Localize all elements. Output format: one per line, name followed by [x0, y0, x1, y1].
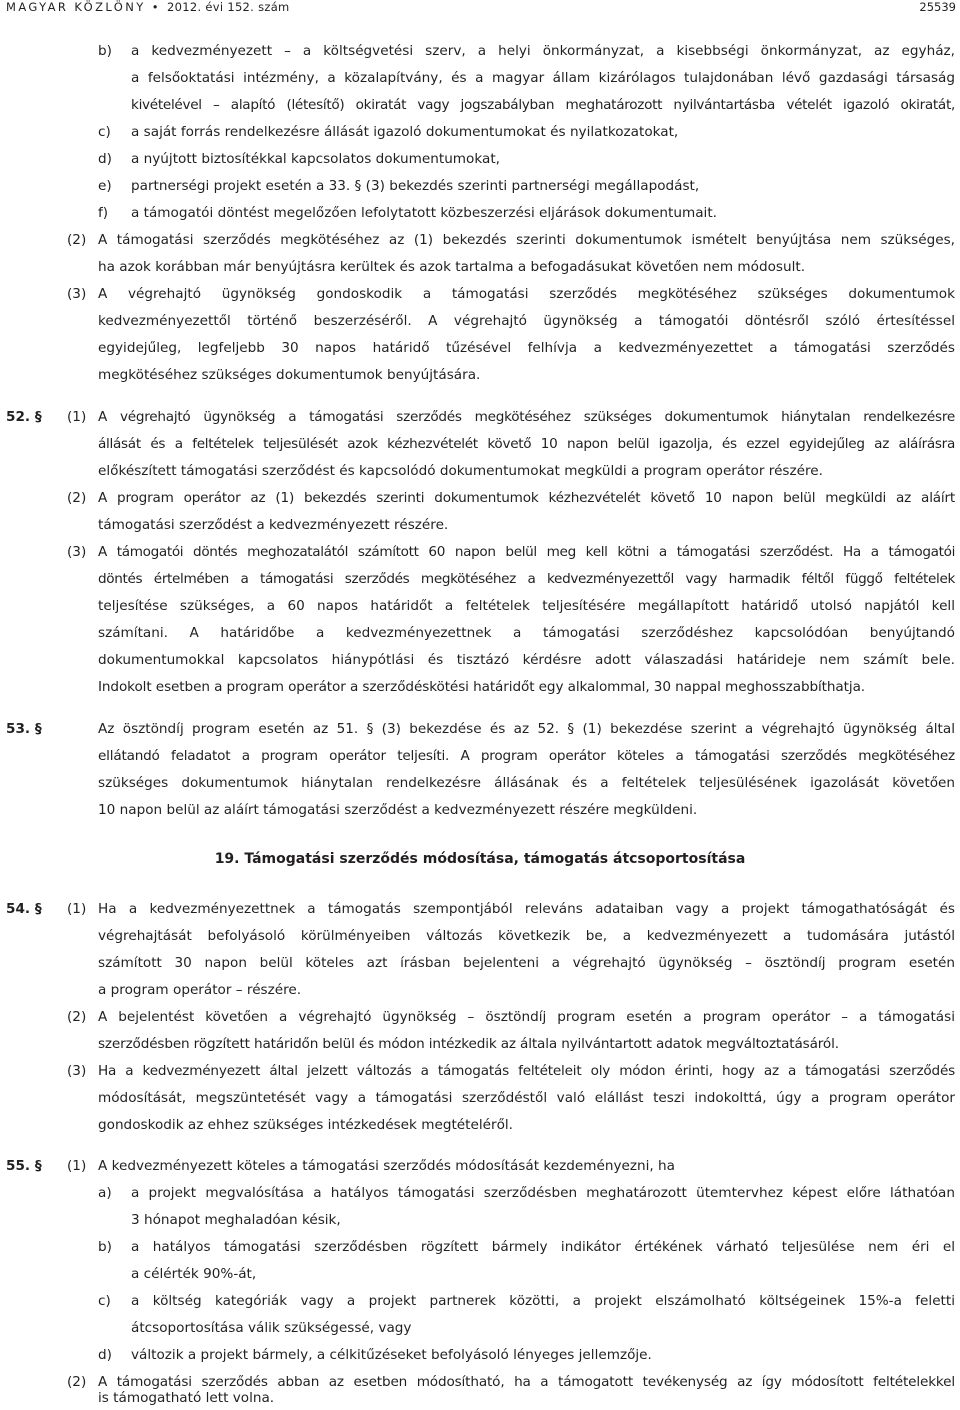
paragraph-line: a program operátor – részére.	[98, 982, 302, 998]
section-number: 53. §	[6, 721, 42, 737]
paragraph-label-1: (1)	[67, 1158, 87, 1174]
section-heading: 19. Támogatási szerződés módosítása, támogatás átcsoportosítása	[214, 851, 746, 867]
item-c-line: átcsoportosítása válik szükségessé, vagy	[131, 1320, 412, 1336]
paragraph-line: egyidejűleg, legfeljebb 30 napos határidő tűzésével felhívja a kedvezményezettet a támogatási szerződés	[98, 340, 955, 356]
paragraph-label-2: (2)	[67, 1374, 87, 1390]
paragraph-line: számított 30 napon belül köteles azt írásban bejelenteni a végrehajtó ügynökség – ösztöndíj program esetén	[98, 955, 955, 971]
paragraph-label-2: (2)	[67, 232, 87, 248]
page-header	[0, 0, 960, 14]
paragraph-label-3: (3)	[67, 1063, 87, 1079]
paragraph-line: szükséges dokumentumok hiánytalan rendelkezésre állásának és a feltételek teljesülésének igazolását követően	[98, 775, 955, 791]
paragraph-line: 10 napon belül az aláírt támogatási szerződést a kedvezményezett részére megküldeni.	[98, 802, 698, 818]
item-label-d: d)	[98, 1347, 112, 1363]
paragraph-line: Indokolt esetben a program operátor a szerződéskötési határidőt egy alkalommal, 30 nappal meghosszabbíthatja.	[98, 679, 866, 695]
item-label-e: e)	[98, 178, 112, 194]
running-title	[6, 0, 290, 14]
item-e-text: partnerségi projekt esetén a 33. § (3) bekezdés szerinti partnerségi megállapodást,	[131, 178, 700, 194]
paragraph-line: előkészített támogatási szerződést és kapcsolódó dokumentumokat megküldi a program operátor részére.	[98, 463, 823, 479]
section-number: 54. §	[6, 901, 42, 917]
paragraph-line: állását és a feltételek teljesülését azok kézhezvételét követő 10 napon belül igazolja, és ezzel egyidejűleg az aláírásra	[98, 436, 955, 452]
item-label-a: a)	[98, 1185, 112, 1201]
item-label-c: c)	[98, 1293, 111, 1309]
bullet-separator: •	[151, 0, 161, 14]
section-number: 52. §	[6, 409, 42, 425]
paragraph-line: megkötéséhez szükséges dokumentumok benyújtására.	[98, 367, 481, 383]
paragraph-line: kedvezményezettől történő beszerzéséről. A végrehajtó ügynökség a támogatói döntésről szóló értesítéssel	[98, 313, 955, 329]
paragraph-label-1: (1)	[67, 901, 87, 917]
item-label-c: c)	[98, 124, 111, 140]
item-f-text: a támogatói döntést megelőzően lefolytatott közbeszerzési eljárások dokumentumait.	[131, 205, 717, 221]
section-number: 55. §	[6, 1158, 42, 1174]
paragraph-line: Ha a kedvezményezettnek a támogatás szempontjából releváns adataiban vagy a projekt támogathatóságát és	[98, 901, 955, 917]
paragraph-line: is támogatható lett volna.	[98, 1390, 275, 1406]
paragraph-line: A támogatási szerződés abban az esetben módosítható, ha a támogatott tevékenység az így módosított feltételekkel	[98, 1374, 955, 1390]
issue-number: 2012. évi 152. szám	[167, 0, 290, 14]
paragraph-line: dokumentumokkal kapcsolatos hiánypótlási és tisztázó kérdésre adott válaszadási határideje nem számít bele.	[98, 652, 955, 668]
item-label-b: b)	[98, 43, 112, 59]
item-b-line: a célérték 90%-át,	[131, 1266, 257, 1282]
paragraph-line: Ha a kedvezményezett által jelzett változás a támogatás feltételeit oly módon érinti, hogy az a támogatási szerződés	[98, 1063, 955, 1079]
item-a-line: a projekt megvalósítása a hatályos támogatási szerződésben meghatározott ütemtervhez képest előre láthatóan	[131, 1185, 955, 1201]
paragraph-line: A végrehajtó ügynökség a támogatási szerződés megkötéséhez szükséges dokumentumok hiánytalan rendelkezésre	[98, 409, 955, 425]
paragraph-line: A kedvezményezett köteles a támogatási szerződés módosítását kezdeményezni, ha	[98, 1158, 675, 1174]
item-b-line: a felsőoktatási intézmény, a közalapítvány, és a magyar állam kizárólagos tulajdonában lévő gazdasági társaság	[131, 70, 955, 86]
item-b-line: kivételével – alapító (létesítő) okiratát vagy jogszabályban meghatározott nyilvántartásba vételét igazoló okiratát,	[131, 97, 955, 113]
item-b-line: a kedvezményezett – a költségvetési szerv, a helyi önkormányzat, a kisebbségi önkormányzat, az egyház,	[131, 43, 955, 59]
paragraph-line: teljesítése szükséges, a 60 napos határidőt a feltételek teljesítésére megállapított határidő utolsó napjától kell	[98, 598, 955, 614]
paragraph-label-3: (3)	[67, 286, 87, 302]
item-label-d: d)	[98, 151, 112, 167]
page-number: 25539	[919, 0, 956, 14]
paragraph-line: ha azok korábban már benyújtásra kerültek és azok tartalma a befogadásukat követően nem módosult.	[98, 259, 806, 275]
journal-name: MAGYAR KÖZLÖNY	[6, 0, 146, 14]
paragraph-line: ellátandó feladatot a program operátor teljesíti. A program operátor köteles a támogatási szerződés megkötéséhez	[98, 748, 955, 764]
item-c-line: a költség kategóriák vagy a projekt partnerek közötti, a projekt elszámolható költségeinek 15%-a feletti	[131, 1293, 955, 1309]
item-label-b: b)	[98, 1239, 112, 1255]
paragraph-line: Az ösztöndíj program esetén az 51. § (3) bekezdése és az 52. § (1) bekezdése szerint a végrehajtó ügynökség által	[98, 721, 955, 737]
item-a-line: 3 hónapot meghaladóan késik,	[131, 1212, 341, 1228]
item-label-f: f)	[98, 205, 109, 221]
paragraph-line: számítani. A határidőbe a kedvezményezettnek a támogatási szerződéshez kapcsolódóan benyújtandó	[98, 625, 955, 641]
paragraph-label-1: (1)	[67, 409, 87, 425]
paragraph-line: szerződésben rögzített határidőn belül és módon intézkedik az általa nyilvántartott adatok megváltoztatásáról.	[98, 1036, 839, 1052]
paragraph-line: döntés értelmében a támogatási szerződés megkötéséhez a kedvezményezettől vagy harmadik féltől függő feltételek	[98, 571, 955, 587]
paragraph-label-2: (2)	[67, 1009, 87, 1025]
paragraph-line: A bejelentést követően a végrehajtó ügynökség – ösztöndíj program esetén a program operátor – a támogatási	[98, 1009, 955, 1025]
item-d-text: változik a projekt bármely, a célkitűzéseket befolyásoló lényeges jellemzője.	[131, 1347, 652, 1363]
paragraph-line: A program operátor az (1) bekezdés szerinti dokumentumok kézhezvételét követő 10 napon belül megküldi az aláírt	[98, 490, 955, 506]
paragraph-line: A támogatási szerződés megkötéséhez az (1) bekezdés szerinti dokumentumok ismételt benyújtása nem szükséges,	[98, 232, 955, 248]
paragraph-line: módosítását, megszüntetését vagy a támogatási szerződéstől való elállást teszi indokolttá, úgy a program operátor	[98, 1090, 955, 1106]
paragraph-line: A támogatói döntés meghozatalától számított 60 napon belül meg kell kötni a támogatási szerződést. Ha a támogatói	[98, 544, 955, 560]
paragraph-line: végrehajtását befolyásoló körülményeiben változás következik be, a kedvezményezett a tudomására jutástól	[98, 928, 955, 944]
paragraph-line: A végrehajtó ügynökség gondoskodik a támogatási szerződés megkötéséhez szükséges dokumentumok	[98, 286, 955, 302]
paragraph-label-2: (2)	[67, 490, 87, 506]
paragraph-label-3: (3)	[67, 544, 87, 560]
paragraph-line: gondoskodik az ehhez szükséges intézkedések megtételéről.	[98, 1117, 514, 1133]
item-c-text: a saját forrás rendelkezésre állását igazoló dokumentumokat és nyilatkozatokat,	[131, 124, 679, 140]
item-d-text: a nyújtott biztosítékkal kapcsolatos dokumentumokat,	[131, 151, 500, 167]
paragraph-line: támogatási szerződést a kedvezményezett részére.	[98, 517, 449, 533]
item-b-line: a hatályos támogatási szerződésben rögzített bármely indikátor értékének várható teljesülése nem éri el	[131, 1239, 955, 1255]
